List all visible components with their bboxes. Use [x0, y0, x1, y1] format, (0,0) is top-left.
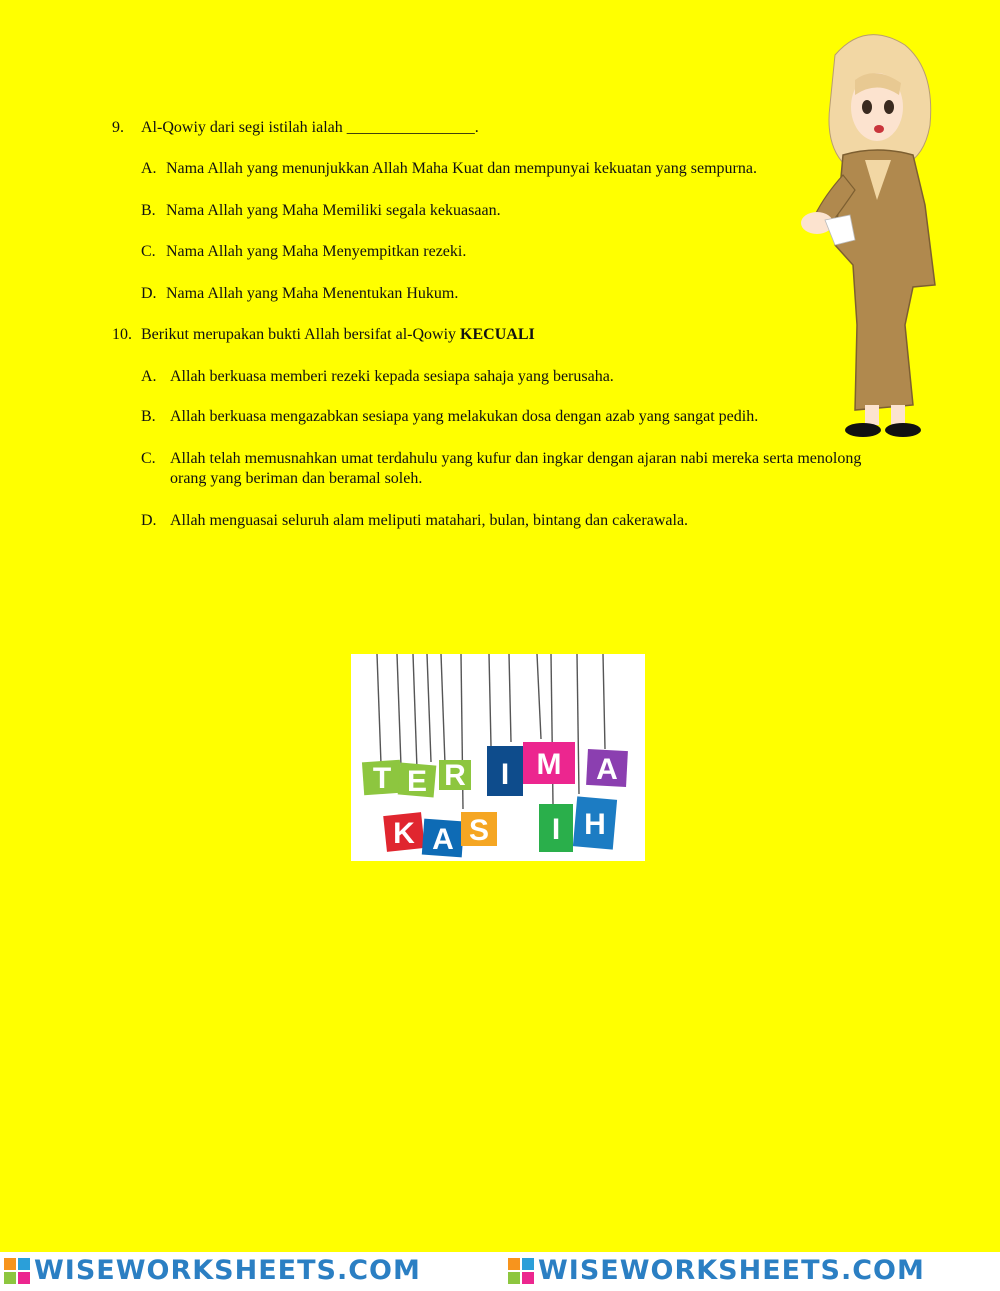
- option-10a[interactable]: [141, 367, 614, 387]
- option-letter: D.: [141, 285, 157, 302]
- option-letter: A.: [141, 160, 157, 177]
- terima-kasih-image: [351, 654, 645, 861]
- wise-logo-icon: [508, 1258, 534, 1284]
- watermark-footer: [0, 1252, 1000, 1291]
- option-letter: C.: [141, 243, 156, 260]
- option-text: Nama Allah yang menunjukkan Allah Maha Kuat dan mempunyai kekuatan yang sempurna.: [166, 160, 757, 177]
- option-10b[interactable]: [141, 407, 759, 427]
- tile-11-letter: H: [584, 808, 606, 841]
- option-letter: D.: [141, 512, 157, 529]
- option-9c[interactable]: [141, 242, 466, 262]
- option-text: Allah menguasai seluruh alam meliputi matahari, bulan, bintang dan cakerawala.: [170, 512, 689, 529]
- option-letter: B.: [141, 202, 156, 219]
- question-number: 10.: [112, 326, 132, 343]
- option-text: Allah telah memusnahkan umat terdahulu yang kufur dan ingkar dengan ajaran nabi mereka serta menolong orang yang beriman dan beramal soleh.: [170, 450, 862, 487]
- option-9a[interactable]: [141, 159, 757, 179]
- tile-6-letter: A: [596, 753, 618, 786]
- option-9d[interactable]: [141, 284, 458, 304]
- tile-10-letter: I: [551, 813, 561, 846]
- tile-5-letter: M: [536, 748, 562, 781]
- teacher-illustration: [795, 25, 945, 445]
- watermark-text: [538, 1255, 925, 1286]
- watermark-label: WISEWORKSHEETS.COM: [538, 1255, 925, 1286]
- question-text: Berikut merupakan bukti Allah bersifat al-Qowiy: [141, 326, 457, 343]
- option-9b[interactable]: [141, 201, 501, 221]
- option-text: Nama Allah yang Maha Menentukan Hukum.: [166, 285, 459, 302]
- tile-4-letter: I: [500, 758, 510, 791]
- tile-8-letter: A: [432, 823, 454, 856]
- option-letter: B.: [141, 408, 156, 425]
- tile-9-letter: S: [468, 814, 490, 847]
- tile-2-letter: E: [406, 765, 428, 798]
- option-10d[interactable]: [141, 511, 689, 531]
- wise-logo-icon: [4, 1258, 30, 1284]
- watermark-text: [34, 1255, 421, 1286]
- option-text: Allah berkuasa memberi rezeki kepada sesiapa sahaja yang berusaha.: [170, 368, 614, 385]
- option-text: Nama Allah yang Maha Memiliki segala kekuasaan.: [166, 202, 501, 219]
- question-number: 9.: [112, 119, 124, 136]
- option-10c[interactable]: [141, 449, 862, 487]
- question-emphasis: KECUALI: [460, 326, 535, 343]
- question-text-wrap: [141, 325, 535, 345]
- question-text: Al-Qowiy dari segi istilah ialah ________________.: [141, 119, 479, 136]
- tile-1-letter: T: [372, 762, 392, 795]
- watermark-label: WISEWORKSHEETS.COM: [34, 1255, 421, 1286]
- option-text: Nama Allah yang Maha Menyempitkan rezeki.: [166, 243, 467, 260]
- option-letter: C.: [141, 450, 156, 467]
- option-text: Allah berkuasa mengazabkan sesiapa yang melakukan dosa dengan azab yang sangat pedih.: [170, 408, 759, 425]
- tile-3-letter: R: [444, 759, 466, 792]
- tile-7-letter: K: [393, 817, 415, 850]
- option-letter: A.: [141, 368, 157, 385]
